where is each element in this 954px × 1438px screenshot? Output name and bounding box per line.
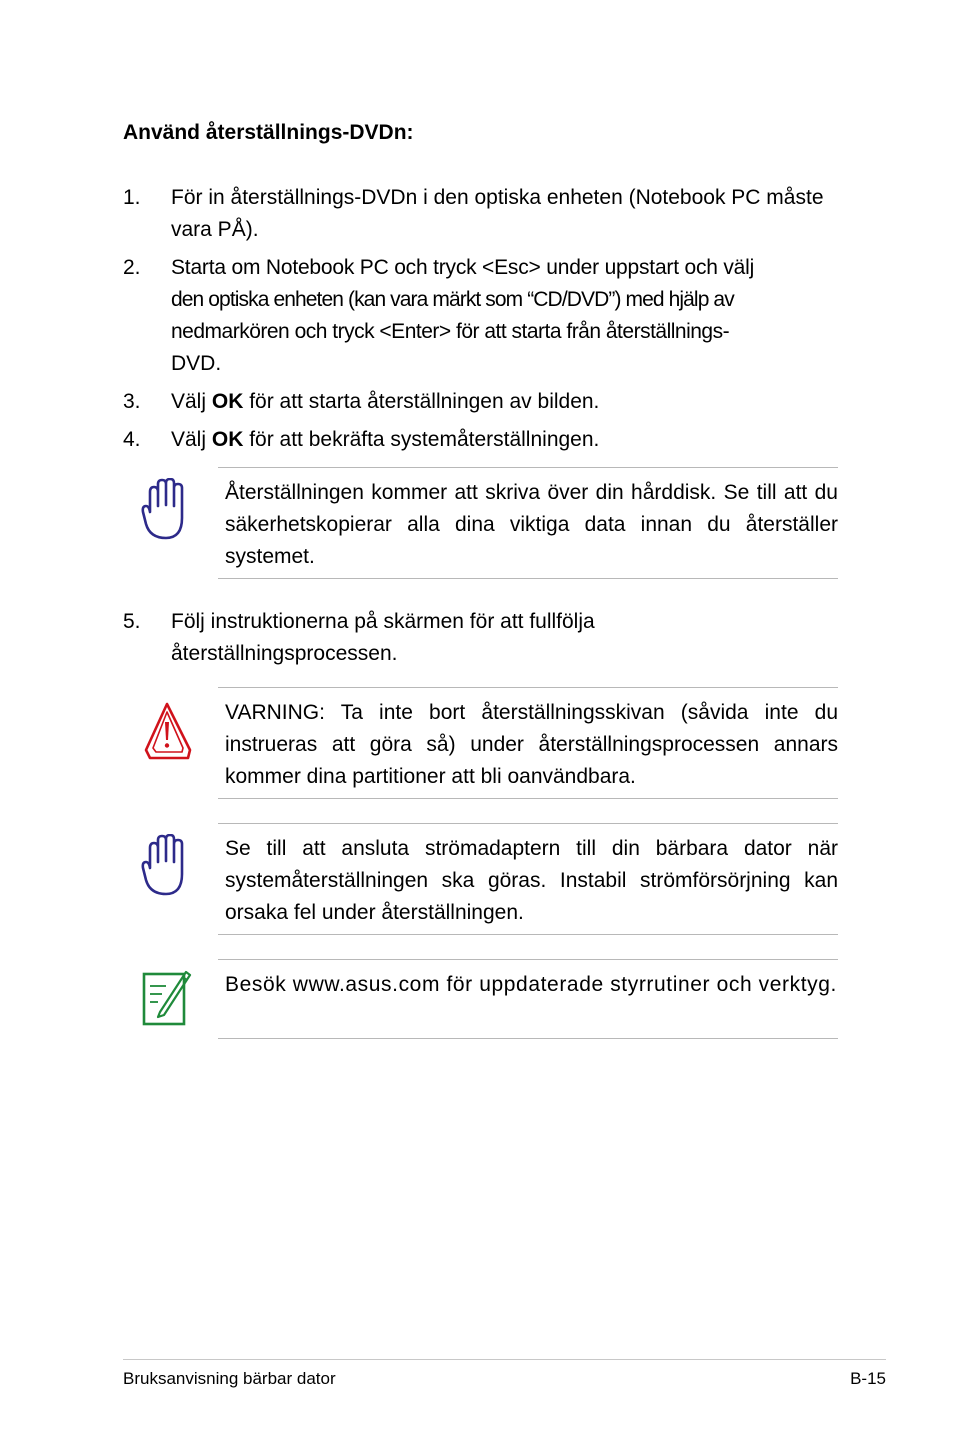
tip-text: Besök www.asus.com för uppdaterade styrrutiner och verktyg. (225, 973, 837, 996)
step-text-pre: Välj (171, 390, 212, 413)
ok-label: OK (211, 428, 244, 451)
caution-note (218, 823, 838, 935)
step-3 (123, 386, 838, 418)
step-number: 1. (123, 186, 141, 209)
step-text-line: nedmarkören och tryck <Enter> för att starta från återställnings- (171, 320, 730, 343)
step-number: 3. (123, 390, 141, 413)
footer-title: Bruksanvisning bärbar dator (123, 1369, 336, 1388)
step-text-post: för att starta återställningen av bilden. (243, 390, 600, 413)
ok-label: OK (211, 390, 244, 413)
step-text-line: DVD. (171, 352, 222, 375)
note-pencil-icon (140, 966, 192, 1028)
step-text-line: den optiska enheten (kan vara märkt som “CD/DVD”) med hjälp av (171, 288, 734, 311)
step-text (171, 424, 838, 456)
warning-triangle-icon (140, 700, 194, 762)
section-heading: Använd återställnings-DVDn: (123, 121, 414, 144)
step-number: 5. (123, 610, 141, 633)
warning-note (218, 687, 838, 799)
step-text: För in återställnings-DVDn i den optiska enheten (Notebook PC måste vara PÅ). (171, 186, 824, 241)
caution-note (218, 467, 838, 579)
step-text-line: Starta om Notebook PC och tryck <Esc> under uppstart och välj (171, 256, 755, 279)
caution-text: Se till att ansluta strömadaptern till din bärbara dator när systemåterställningen ska göras. Instabil strömförsörjning kan orsaka fel under återställningen. (225, 837, 838, 924)
step-1 (123, 182, 838, 246)
footer-rule (123, 1359, 886, 1360)
step-number: 4. (123, 428, 141, 451)
step-4 (123, 424, 838, 456)
caution-text: Återställningen kommer att skriva över din hårddisk. Se till att du säkerhetskopierar alla dina viktiga data innan du återställer systemet. (225, 481, 838, 568)
step-5 (123, 606, 838, 670)
step-text (171, 252, 838, 380)
step-text-pre: Välj (171, 428, 212, 451)
page-number: B-15 (850, 1369, 886, 1388)
step-number: 2. (123, 256, 141, 279)
hand-stop-icon (140, 478, 192, 540)
step-text: Följ instruktionerna på skärmen för att fullfölja återställningsprocessen. (171, 610, 595, 665)
step-text-post: för att bekräfta systemåterställningen. (243, 428, 600, 451)
tip-note (218, 959, 838, 1039)
hand-stop-icon (140, 834, 192, 896)
step-2 (123, 252, 838, 380)
warning-text: VARNING: Ta inte bort återställningsskivan (såvida inte du instrueras att göra så) under återställningsprocessen annars kommer dina partitioner att bli oanvändbara. (225, 701, 838, 788)
step-text (171, 386, 838, 418)
